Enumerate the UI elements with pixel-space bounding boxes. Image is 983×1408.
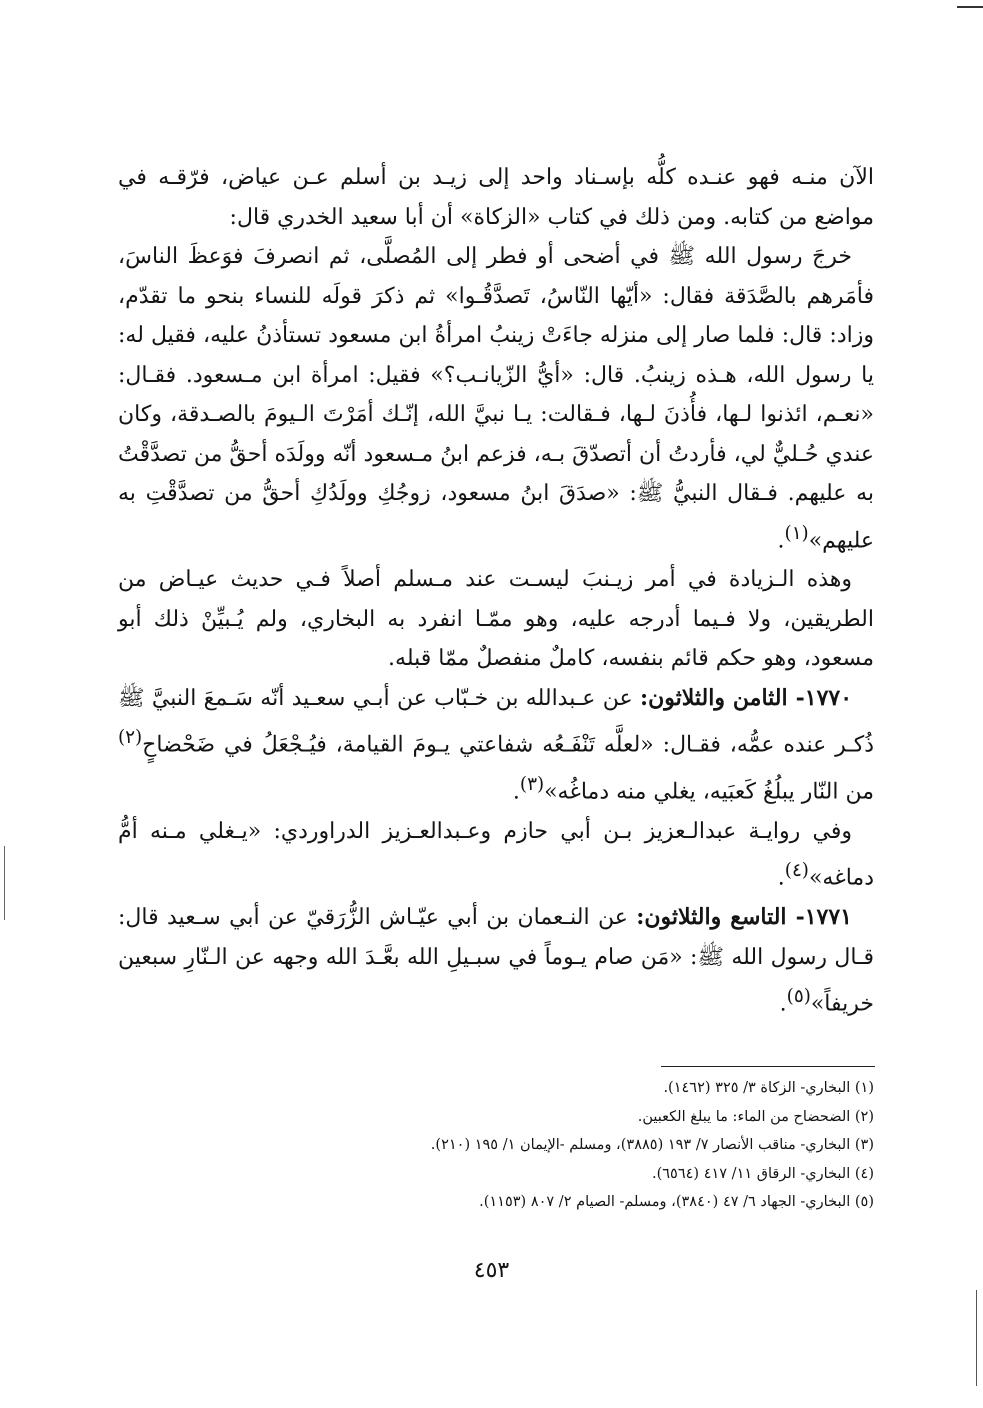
paragraph-text: عن النـعمان بن أبي عيّـاش الزُّرَقيّ عن أبي سـعيد قال: قـال رسول الله ﷺ: «مَن صام يـوماً في سبـيلِ الله بعَّـدَ الله وجهه عن الـنّارِ سبعين خريفاً» (118, 905, 874, 1017)
footnote-3: (٣) البخاري- مناقب الأنصار ٧/ ١٩٣ (٣٨٨٥)، ومسلم -الإيمان ١/ ١٩٥ (٢١٠). (430, 1137, 874, 1153)
paragraph-text: خرجَ رسول الله ﷺ في أضحى أو فطر إلى المُصلَّى، ثم انصرفَ فوَعظَ الناسَ، فأمَرهم بالصَّدَقة فقال: «أيّها النّاسُ، تَصدَّقُـوا» ثم ذكرَ قولَه للنساء بنحو ما تقدّم، وزاد: قال: فلما صار إلى منزله جاءَتْ زينبُ امرأةُ ابن مسعود تستأذنُ عليه، فقيل له: يا رسول الله، هـذه زينبُ. قال: «أيُّ الزّيانـب؟» فقيل: امرأة ابن مـسعود. فقـال: «نعـم، ائذنوا لـها، فأُذنَ لـها، فـقالت: يـا نبيَّ الله، إنّـك أمَرْتَ الـيومَ بالصـدقة، وكان عندي حُـليٌّ لي، فأردتُ أن أتصدّقَ بـه، فزعم ابنُ مـسعود أنّه وولَدَه أحقُّ من تصدَّقْتُ به عليهم. فـقال النبيُّ ﷺ: «صدَقَ ابنُ مسعود، زوجُكِ وولَدُكِ أحقُّ من تصدَّقْتِ به عليهم» (118, 244, 874, 553)
period: . (777, 865, 785, 891)
paragraph-text: عن عـبدالله بن خـبّاب عن أبـي سعـيد أنّه سَـمعَ النبيَّ ﷺ ذُكـر عنده عمُّه، فقـال: «لعلَّه تَنْفَـعُه شفاعتي يـومَ القيامة، فيُـجْعَلُ في ضَحْضاحٍ (118, 685, 874, 758)
footnote-ref: (٥) (786, 986, 811, 1008)
hadith-number-1770: ١٧٧٠- الثامن والثلاثون: (639, 684, 853, 711)
page-number: ٤٥٣ (473, 1258, 510, 1283)
footnote-ref: (٢) (118, 727, 143, 749)
hadith-number-1771: ١٧٧١- التاسع والثلاثون: (636, 904, 852, 931)
paragraph-hadith-zakat (118, 237, 874, 560)
scan-corner-mark (957, 6, 983, 8)
period: . (512, 779, 520, 805)
period: . (777, 527, 785, 553)
footnote-5: (٥) البخاري- الجهاد ٦/ ٤٧ (٣٨٤٠)، ومسلم- الصيام ٢/ ٨٠٧ (١١٥٣). (479, 1194, 874, 1210)
paragraph-hadith-1770 (118, 679, 874, 812)
paragraph-text: من النّار يبلُغُ كَعبَيه، يغلي منه دماغُه» (544, 779, 874, 805)
footnote-ref: (٣) (519, 774, 545, 796)
footnote-2: (٢) الضحضاح من الماء: ما يبلغ الكعبين. (637, 1108, 874, 1125)
footnote-ref: (١) (784, 522, 809, 544)
footnotes (180, 1074, 874, 1217)
scan-margin-line (976, 1290, 977, 1386)
footnote-separator (661, 1066, 875, 1067)
paragraph-riwaya (118, 812, 874, 898)
paragraph-commentary: وهذه الـزيادة في أمر زيـنبَ ليسـت عند مـسلم أصلاً فـي حديث عيـاض من الطريقين، ولا فـيما أدرجه عليه، وهو ممّـا انفرد به البخاري، ولم يُـبيِّنْ ذلك أبو مسعود، وهو حكم قائم بنفسه، كاملٌ منفصلٌ ممّا قبله. (118, 567, 874, 672)
paragraph-text: وفي روايـة عبدالـعزيز بـن أبي حازم وعـبدالعـزيز الدراوردي: «يـغلي مـنه أمُّ دماغه» (118, 818, 874, 891)
scan-margin-line (4, 846, 5, 920)
paragraph-intro: الآن منـه فهو عنـده كلُّه بإسـناد واحد إلى زيـد بن أسلم عـن عياض، فرّقـه في مواضع من كتابه. ومن ذلك في كتاب «الزكاة» أن أبا سعيد الخدري قال: (118, 165, 874, 230)
paragraph-hadith-1771 (118, 898, 874, 1024)
main-text (118, 158, 874, 1024)
footnote-ref: (٤) (784, 860, 809, 882)
footnote-1: (١) البخاري- الزكاة ٣/ ٣٢٥ (١٤٦٢). (663, 1080, 874, 1096)
footnote-4: (٤) البخاري- الرقاق ١١/ ٤١٧ (٦٥٦٤). (651, 1165, 874, 1182)
period: . (779, 991, 787, 1017)
